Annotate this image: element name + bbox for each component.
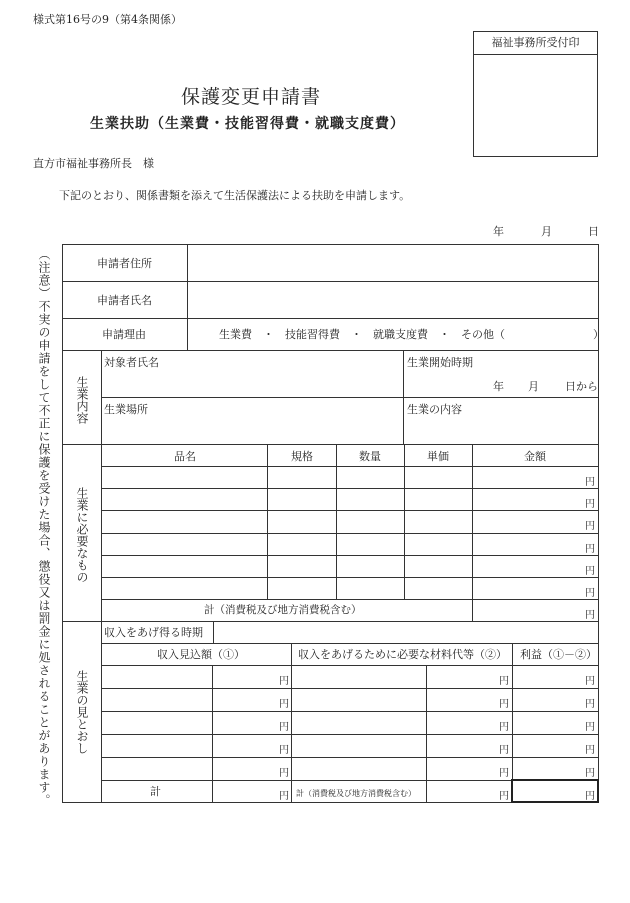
- date-day[interactable]: 日: [588, 225, 599, 238]
- business-section-label: 生業内容: [75, 376, 89, 424]
- yen-unit: 円: [585, 521, 595, 532]
- yen-unit: 円: [499, 699, 509, 710]
- header-material-cost: 収入をあげるために必要な材料代等（②）: [298, 648, 507, 661]
- yen-unit: 円: [279, 791, 289, 802]
- header-expected-income: 収入見込額（①）: [157, 648, 245, 661]
- outlook-section-label: 生業の見とおし: [75, 670, 89, 754]
- yen-unit: 円: [499, 722, 509, 733]
- applicant-address-label: 申請者住所: [97, 257, 152, 270]
- yen-unit: 円: [279, 676, 289, 687]
- yen-unit: 円: [585, 566, 595, 577]
- start-year: 年: [493, 380, 504, 393]
- outlook-total-label: 計: [150, 785, 161, 798]
- content-label: 生業の内容: [407, 403, 462, 416]
- yen-unit: 円: [585, 745, 595, 756]
- header-unit-price: 単価: [427, 450, 449, 463]
- application-statement: 下記のとおり、関係書類を添えて生活保護法による扶助を申請します。: [59, 189, 411, 202]
- addressee: 直方市福祉事務所長 様: [33, 157, 154, 170]
- start-label: 生業開始時期: [407, 356, 473, 369]
- applicant-name-field[interactable]: [189, 283, 597, 317]
- yen-unit: 円: [279, 745, 289, 756]
- necessities-section-label: 生業に必要なもの: [75, 487, 89, 583]
- yen-unit: 円: [585, 699, 595, 710]
- date-year[interactable]: 年: [493, 225, 504, 238]
- yen-unit: 円: [585, 544, 595, 555]
- legal-notice: （注意）不実の申請をして不正に保護を受けた場合、懲役又は罰金に処されることがあります。: [37, 248, 51, 807]
- header-spec: 規格: [291, 450, 313, 463]
- yen-unit: 円: [499, 768, 509, 779]
- date-month[interactable]: 月: [541, 225, 552, 238]
- start-month: 月: [528, 380, 539, 393]
- form-number: 様式第16号の9（第4条関係）: [33, 13, 182, 26]
- reason-options[interactable]: 生業費 ・ 技能習得費 ・ 就職支度費 ・ その他（ ）: [219, 328, 604, 341]
- start-day: 日から: [565, 380, 598, 393]
- header-item-name: 品名: [174, 450, 196, 463]
- yen-unit: 円: [585, 722, 595, 733]
- header-amount: 金額: [524, 450, 546, 463]
- yen-unit: 円: [279, 768, 289, 779]
- stamp-label: 福祉事務所受付印: [474, 32, 597, 55]
- yen-unit: 円: [279, 699, 289, 710]
- page-subtitle: 生業扶助（生業費・技能習得費・就職支度費）: [90, 116, 405, 132]
- yen-unit: 円: [585, 588, 595, 599]
- yen-unit: 円: [585, 676, 595, 687]
- yen-unit: 円: [585, 768, 595, 779]
- yen-unit: 円: [499, 791, 509, 802]
- yen-unit: 円: [499, 676, 509, 687]
- yen-unit: 円: [499, 745, 509, 756]
- page-title: 保護変更申請書: [181, 86, 322, 108]
- yen-unit: 円: [585, 610, 595, 621]
- yen-unit: 円: [279, 722, 289, 733]
- yen-unit: 円: [585, 791, 595, 802]
- applicant-name-label: 申請者氏名: [97, 294, 152, 307]
- header-quantity: 数量: [359, 450, 381, 463]
- outlook-total-tax-label: 計（消費税及び地方消費税含む）: [296, 789, 416, 798]
- place-label: 生業場所: [104, 403, 148, 416]
- target-name-label: 対象者氏名: [104, 356, 159, 369]
- header-profit: 利益（①－②）: [520, 648, 597, 661]
- reason-label: 申請理由: [102, 328, 146, 341]
- income-period-label: 収入をあげ得る時期: [104, 626, 203, 639]
- applicant-address-field[interactable]: [189, 246, 597, 280]
- yen-unit: 円: [585, 477, 595, 488]
- yen-unit: 円: [585, 499, 595, 510]
- necessities-total-label: 計（消費税及び地方消費税含む）: [204, 604, 362, 616]
